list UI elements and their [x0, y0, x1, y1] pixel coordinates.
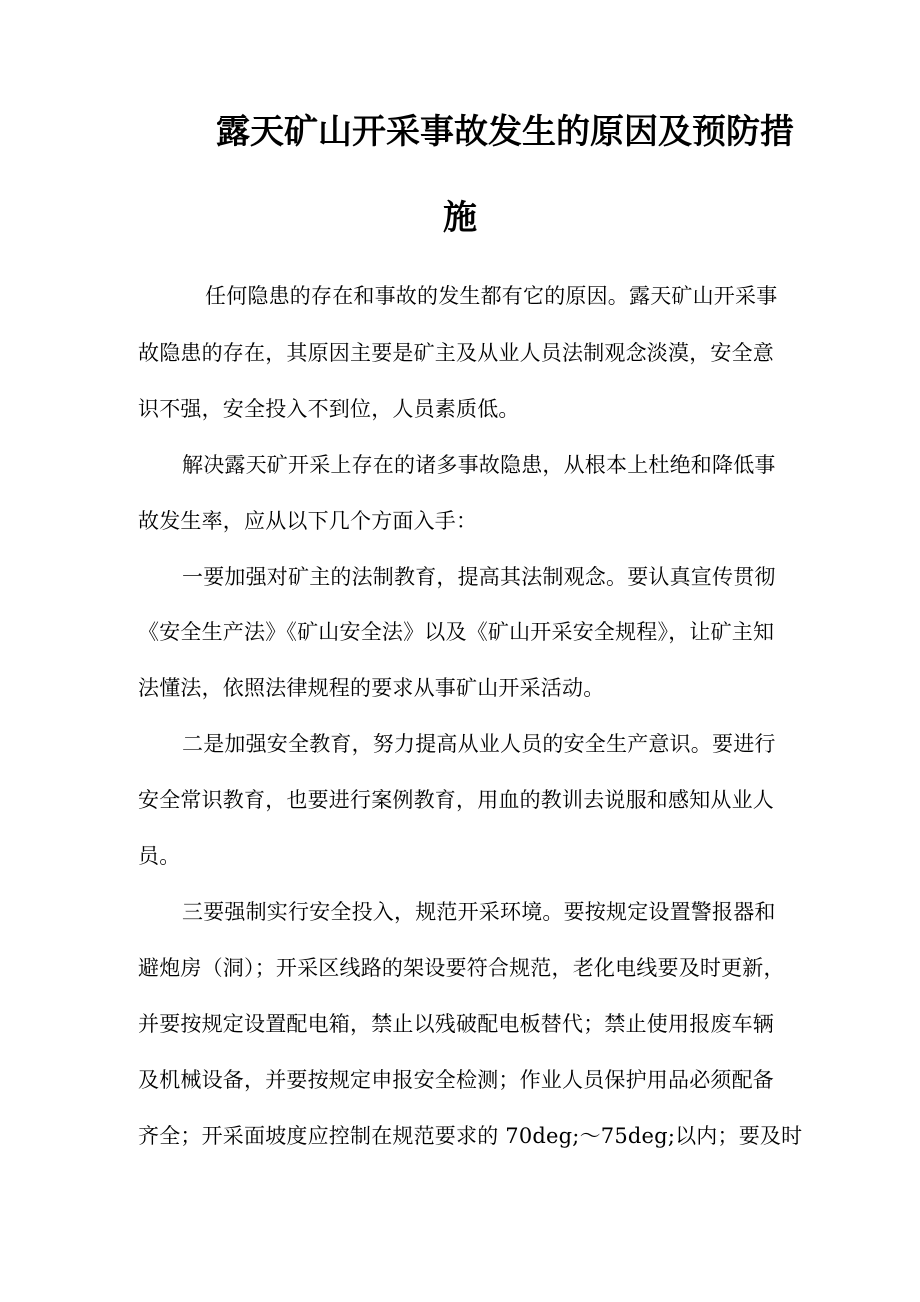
paragraph-2-line-1: 解决露天矿开采上存在的诸多事故隐患，从根本上杜绝和降低事 — [182, 453, 776, 477]
paragraph-3-line-1: 一要加强对矿主的法制教育，提高其法制观念。要认真宣传贯彻 — [182, 565, 776, 589]
paragraph-4-line-2: 安全常识教育，也要进行案例教育，用血的教训去说服和感知从业人 — [138, 788, 774, 812]
paragraph-5-line-3: 并要按规定设置配电箱，禁止以残破配电板替代；禁止使用报废车辆 — [138, 1012, 774, 1036]
paragraph-5-line-1: 三要强制实行安全投入，规范开采环境。要按规定设置警报器和 — [182, 900, 776, 924]
paragraph-1-line-3: 识不强，安全投入不到位，人员素质低。 — [138, 397, 520, 421]
paragraph-1-line-2: 故隐患的存在，其原因主要是矿主及从业人员法制观念淡漠，安全意 — [138, 341, 774, 365]
paragraph-2-line-2: 故发生率，应从以下几个方面入手： — [138, 509, 478, 533]
paragraph-1-line-1: 任何隐患的存在和事故的发生都有它的原因。露天矿山开采事 — [205, 284, 778, 308]
paragraph-4-line-3: 员。 — [138, 844, 181, 868]
document-title-line-1: 露天矿山开采事故发生的原因及预防措 — [216, 112, 794, 152]
paragraph-3-line-3: 法懂法，依照法律规程的要求从事矿山开采活动。 — [138, 676, 605, 700]
document-title-line-2: 施 — [443, 198, 477, 238]
paragraph-4-line-1: 二是加强安全教育，努力提高从业人员的安全生产意识。要进行 — [182, 732, 776, 756]
paragraph-5-line-2: 避炮房（洞）；开采区线路的架设要符合规范，老化电线要及时更新， — [138, 956, 785, 980]
paragraph-5-line-4: 及机械设备，并要按规定申报安全检测；作业人员保护用品必须配备 — [138, 1068, 774, 1092]
paragraph-5-line-5: 齐全；开采面坡度应控制在规范要求的 70deg;～75deg;以内；要及时 — [138, 1124, 803, 1148]
paragraph-3-line-2: 《安全生产法》《矿山安全法》以及《矿山开采安全规程》，让矿主知 — [138, 620, 775, 644]
